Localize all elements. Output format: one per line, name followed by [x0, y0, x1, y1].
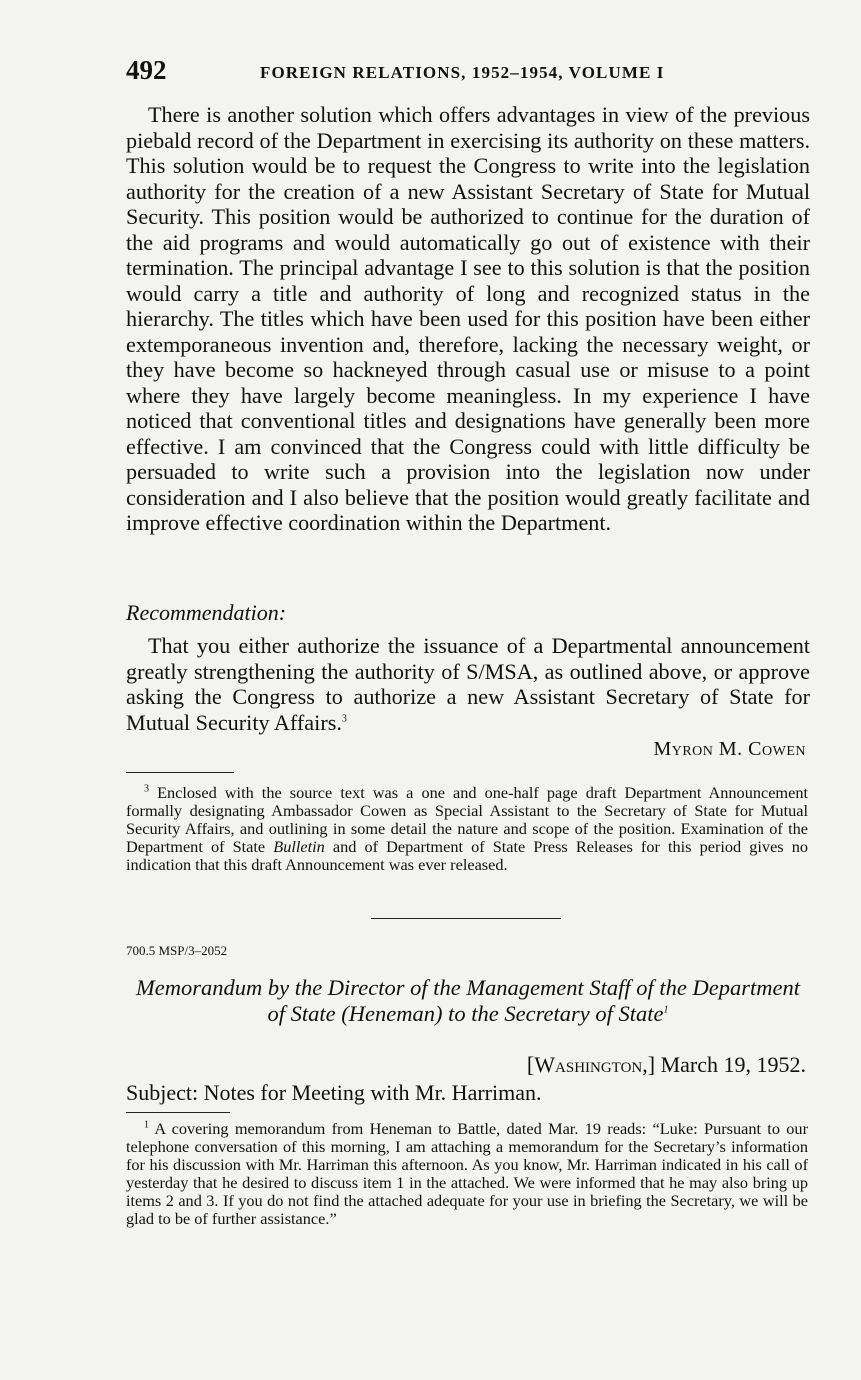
- recommendation-heading: Recommendation:: [126, 600, 287, 625]
- recommendation-text: That you either authorize the issuance of a Departmental announcement greatly strengthening the authority of S/MSA, as outlined above, or approve asking the Congress to authorize a new Assistant Secretary of State for Mutual Security Affairs.: [126, 633, 810, 735]
- footnote-1-paragraph: [126, 1120, 808, 1228]
- footnote-divider-2: [126, 1112, 230, 1113]
- dateline-place: [Washington,]: [526, 1052, 656, 1077]
- body-text: [126, 102, 810, 536]
- page-number: 492: [126, 55, 167, 85]
- footnote-1-marker: 1: [144, 1119, 149, 1131]
- footnote-3-marker: 3: [144, 783, 149, 795]
- footnote-3-text-b: and of Department of State Press Releases for this period gives no indication that this draft Announcement was ever released.: [126, 837, 809, 874]
- dateline: [527, 1052, 806, 1078]
- footnote-3: [126, 784, 808, 874]
- footnote-3-paragraph: [126, 784, 808, 874]
- recommendation-block: [126, 633, 810, 735]
- section-divider: [371, 918, 561, 919]
- recommendation-paragraph: [126, 633, 810, 735]
- footnote-divider: [126, 772, 234, 773]
- document-id: 700.5 MSP/3–2052: [126, 943, 228, 958]
- memo-title: [126, 975, 810, 1026]
- footnote-1: [126, 1120, 808, 1228]
- footnote-1-text: A covering memorandum from Heneman to Battle, dated Mar. 19 reads: “Luke: Pursuant to our telephone conversation of this morning, I am attaching a memorandum for the Secretary’s information for his discussion with Mr. Harriman this afternoon. As you know, Mr. Harriman indicated in his call of yesterday that he desired to discuss item 1 in the attached. We were informed that he may also bring up items 2 and 3. If you do not find the attached adequate for your use in briefing the Secretary, we will be glad to be of further assistance.”: [126, 1119, 808, 1228]
- footnote-3-italic: Bulletin: [273, 837, 325, 856]
- memo-title-text: Memorandum by the Director of the Management Staff of the Department of State (Heneman) to the Secretary of State: [135, 975, 801, 1026]
- running-head: FOREIGN RELATIONS, 1952–1954, VOLUME I: [260, 63, 665, 82]
- signature: Myron M. Cowen: [653, 738, 806, 760]
- footnote-ref-1: 1: [663, 1004, 669, 1015]
- footnote-ref-3: 3: [341, 713, 347, 725]
- footnote-3-text-a: Enclosed with the source text was a one and one-half page draft Department Announcement formally designating Ambassador Cowen as Special Assistant to the Secretary of State for Mutual Security Affairs, and outlining in some detail the nature and scope of the position. Examination of the Department of State: [126, 783, 808, 856]
- page-header: [126, 55, 816, 95]
- body-paragraph: There is another solution which offers advantages in view of the previous piebald record of the Department in exercising its authority on these matters. This solution would be to request the Congress to write into the legislation authority for the creation of a new Assistant Secretary of State for Mutual Security. This position would be authorized to continue for the duration of the aid programs and would automatically go out of existence with their termination. The principal advantage I see to this solution is that the position would carry a title and authority of long and recognized status in the hierarchy. The titles which have been used for this position have been either extemporaneous invention and, therefore, lacking the necessary weight, or they have become so hackneyed through casual use or misuse to a point where they have largely become meaningless. In my experience I have noticed that conventional titles and designations have generally been more effective. I am convinced that the Congress could with little difficulty be persuaded to write such a provision into the legislation now under consideration and I also believe that the position would greatly facilitate and improve effective coordination within the Department.: [126, 102, 810, 535]
- subject-line: Subject: Notes for Meeting with Mr. Harriman.: [126, 1080, 542, 1105]
- dateline-date: March 19, 1952.: [660, 1052, 806, 1077]
